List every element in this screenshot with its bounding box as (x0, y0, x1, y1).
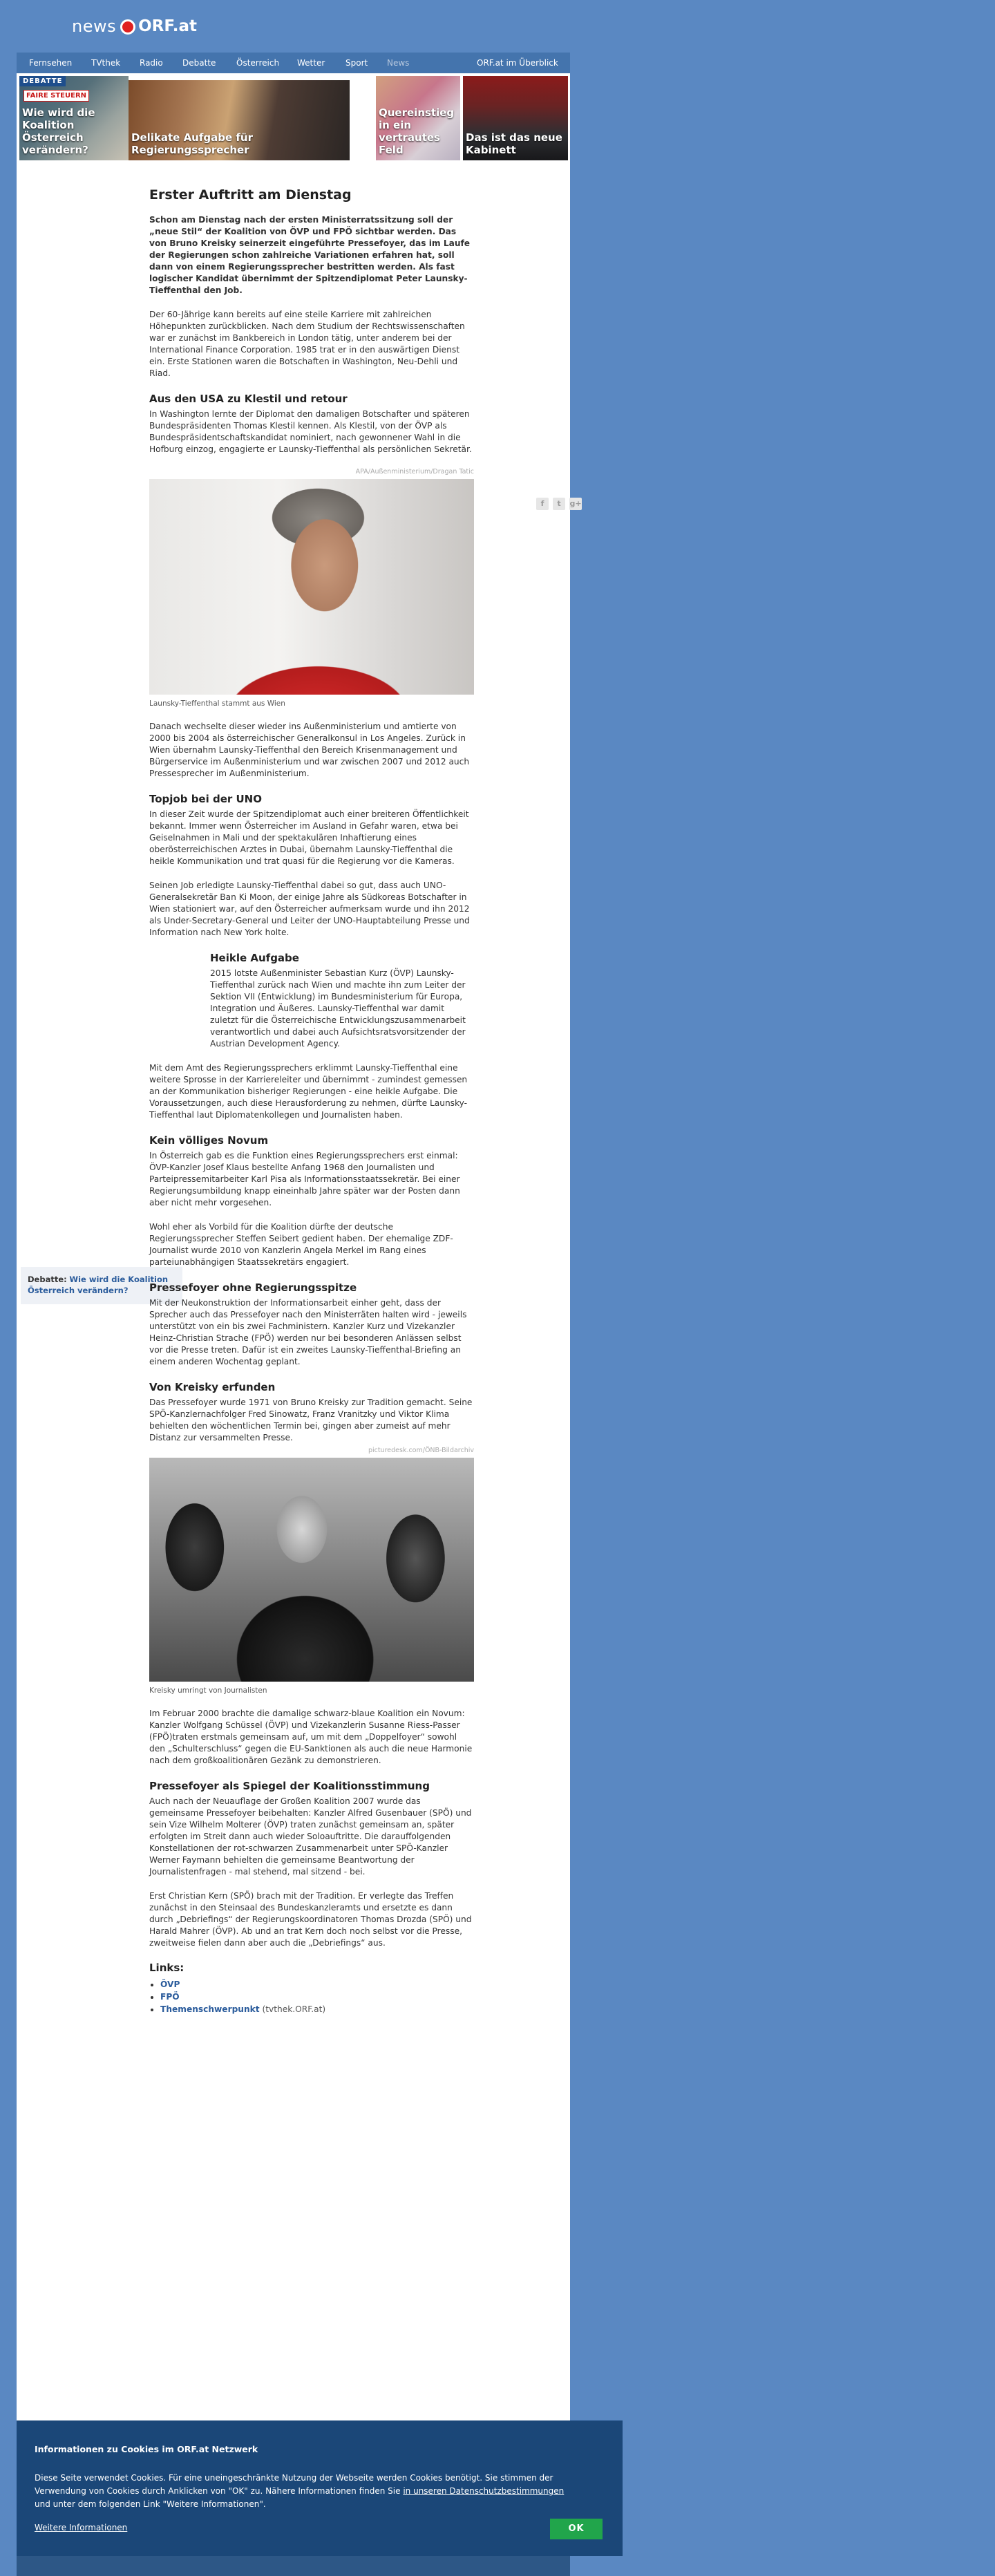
cookie-banner (17, 2420, 623, 2556)
paragraph: In Washington lernte der Diplomat den damaligen Botschafter und späteren Bundespräsidenten Thomas Klestil kennen. Als Klestil, von der ÖVP als Bundespräsidentschaftskandidat nominiert, nach gewonnener Wahl in die Hofburg einzog, engagierte er Launsky-Tieffenthal als persönlichen Sekretär. (149, 409, 472, 454)
paragraph: Seinen Job erledigte Launsky-Tieffenthal dabei so gut, dass auch UNO-Generalsekretär Ban Ki Moon, der einige Jahre als Südkoreas Botschafter in Wien stationiert war, auf den Österreicher aufmerksam wurde und ihn 2012 als Under-Secretary-General und Leiter der UNO-Hauptabteilung Presse und Information nach New York holte. (149, 881, 470, 937)
link-themenschwerpunkt[interactable]: Themenschwerpunkt (160, 2004, 260, 2014)
facebook-share-icon[interactable]: f (536, 498, 549, 510)
cookie-heading: Informationen zu Cookies im ORF.at Netzwerk (35, 2444, 258, 2454)
image-caption: Launsky-Tieffenthal stammt aus Wien (149, 699, 285, 708)
article-lead: Schon am Dienstag nach der ersten Ministerratssitzung soll der „neue Stil“ der Koalition von ÖVP und FPÖ sichtbar werden. Das von Bruno Kreisky seinerzeit eingeführte Pressefoyer, das im Laufe der Regierungen schon zahlreiche Variationen erfahren hat, soll dann von einem Regierungssprecher bestritten werden. Als fast logischer Kandidat übernimmt der Spitzendiplomat Peter Launsky-Tieffenthal den Job. (149, 215, 471, 295)
more-info-link[interactable]: Weitere Informationen (35, 2523, 128, 2532)
image-credit: APA/Außenministerium/Dragan Tatic (355, 468, 474, 476)
privacy-policy-link[interactable]: in unseren Datenschutzbestimmungen (403, 2486, 565, 2496)
article-title: Erster Auftritt am Dienstag (149, 187, 352, 203)
list-item (160, 1978, 474, 1991)
teaser-caption: Das ist das neue Kabinett (466, 131, 562, 156)
teaser-regierungssprecher[interactable] (129, 76, 350, 160)
teaser-caption: Delikate Aufgabe für Regierungssprecher (131, 131, 253, 156)
portrait-photo (149, 479, 474, 695)
paragraph: In Österreich gab es die Funktion eines Regierungssprechers erst einmal: ÖVP-Kanzler Josef Klaus bestellte Anfang 1968 den Journalisten und Parteipressemitarbeiter Karl Pisa als Informationsstaatssekretär. Bei einer Regierungsumbildung knapp eineinhalb Jahre später war der Posten dann aber nicht mehr vorgesehen. (149, 1151, 460, 1207)
paragraph: Mit dem Amt des Regierungssprechers erklimmt Launsky-Tieffenthal eine weitere Sprosse in der Karriereleiter und übernimmt - zumindest gemessen an der Kommunikation bisheriger Regierungen - eine heikle Aufgabe. Die Voraussetzungen, auch diese Herausforderung zu nehmen, dürfte Launsky-Tieffenthal laut Diplomatenkollegen und Journalisten haben. (149, 1063, 468, 1120)
debatte-tag: DEBATTE (19, 76, 66, 86)
sidebox-label: Debatte: (28, 1275, 67, 1284)
figure-portrait (149, 468, 474, 708)
paragraph: 2015 lotste Außenminister Sebastian Kurz (ÖVP) Launsky-Tieffenthal zurück nach Wien und machte ihn zum Leiter der Sektion VII (Entwicklung) im Bundesministerium für Europa, Integration und Äußeres. Launsky-Tieffenthal war damit zuletzt für die Österreichische Entwicklungszusammenarbeit verantwortlich und dabei auch Aufsichtsratsvorsitzender der Austrian Development Agency. (210, 968, 466, 1049)
nav-item-fernsehen[interactable]: Fernsehen (29, 58, 73, 68)
subheading: Pressefoyer als Spiegel der Koalitionsstimmung (149, 1780, 430, 1792)
list-item (160, 1991, 474, 2003)
nav-overview-link[interactable]: ORF.at im Überblick (477, 58, 558, 68)
article (149, 187, 474, 2015)
nav-item-radio[interactable]: Radio (140, 58, 163, 68)
links-heading: Links: (149, 1962, 184, 1974)
main-content (17, 163, 582, 2459)
logo-orf-text: ORF.at (138, 17, 197, 35)
teaser-quereinstieg[interactable] (376, 76, 460, 160)
paragraph: Im Februar 2000 brachte die damalige schwarz-blaue Koalition ein Novum: Kanzler Wolfgang Schüssel (ÖVP) und Vizekanzlerin Susanne Riess-Passer (FPÖ)traten erstmals gemeinsam auf, um mit dem „Doppelfoyer“ sowohl den „Schulterschluss“ gegen die EU-Sanktionen als auch die neue Harmonie nach dem großkoalitionären Gezänk zu demonstrieren. (149, 1709, 473, 1765)
nav-item-tvthek[interactable]: TVthek (91, 58, 121, 68)
news-orf-logo[interactable] (72, 17, 197, 36)
teaser-strip (17, 73, 570, 163)
twitter-share-icon[interactable]: t (553, 498, 565, 510)
paragraph: Erst Christian Kern (SPÖ) brach mit der Tradition. Er verlegte das Treffen zunächst in den Steinsaal des Bundeskanzleramts und ersetzte es dann durch „Debriefings“ der Regierungskoordinatoren Thomas Drozda (SPÖ) und Harald Mahrer (ÖVP). Ab und an trat Kern doch noch selbst vor die Presse, zweitweise fielen dann aber auch die „Debriefings“ aus. (149, 1891, 472, 1948)
paragraph: In dieser Zeit wurde der Spitzendiplomat auch einer breiteren Öffentlichkeit bekannt. Immer wenn Österreicher im Ausland in Gefahr waren, etwa bei Geiselnahmen in Mali und der spektakulären Inhaftierung eines oberösterreichischen Arztes in Dubai, übernahm Launsky-Tieffenthal die heikle Kommunikation und trat quasi für die Regierung vor die Kameras. (149, 809, 469, 866)
subheading: Pressefoyer ohne Regierungsspitze (149, 1281, 357, 1294)
list-item (160, 2003, 474, 2015)
paragraph: Der 60-Jährige kann bereits auf eine steile Karriere mit zahlreichen Höhepunkten zurückblicken. Nach dem Studium der Rechtswissenschaften war er zunächst im Bankbereich in London tätig, unter anderem bei der International Finance Corporation. 1985 trat er in den auswärtigen Dienst ein. Erste Stationen waren die Botschaften in Washington, Neu-Dehli und Riad. (149, 310, 465, 378)
main-navigation (17, 53, 570, 73)
teaser-caption: Quereinstieg in ein vertrautes Feld (379, 106, 455, 156)
nav-item-news[interactable]: News (387, 58, 410, 68)
link-source: (tvthek.ORF.at) (262, 2004, 326, 2014)
subheading: Heikle Aufgabe (210, 952, 299, 964)
links-list (149, 1978, 474, 2015)
paragraph: Das Pressefoyer wurde 1971 von Bruno Kreisky zur Tradition gemacht. Seine SPÖ-Kanzlernachfolger Fred Sinowatz, Franz Vranitzky und Viktor Klima behielten den wöchentlichen Termin bei, gingen aber zumeist auf mehr Distanz zur versammelten Presse. (149, 1398, 473, 1442)
cookie-ok-button[interactable]: OK (550, 2519, 603, 2539)
share-buttons (536, 498, 582, 510)
paragraph: Danach wechselte dieser wieder ins Außenministerium und amtierte von 2000 bis 2004 als österreichischer Generalkonsul in Los Angeles. Zurück in Wien übernahm Launsky-Tieffenthal den Bereich Krisenmanagement und Bürgerservice im Außenministerium und war zwischen 2007 und 2012 auch Pressesprecher im Außenministerium. (149, 722, 470, 778)
nav-item-debatte[interactable]: Debatte (182, 58, 216, 68)
cookie-text-part: und unter dem folgenden Link "Weitere Informationen". (35, 2499, 266, 2509)
link-fpoe[interactable]: FPÖ (160, 1992, 180, 2002)
nav-item-sport[interactable]: Sport (345, 58, 368, 68)
cookie-text (35, 2472, 580, 2511)
subheading: Kein völliges Novum (149, 1134, 269, 1147)
paragraph: Auch nach der Neuauflage der Großen Koalition 2007 wurde das gemeinsame Pressefoyer beibehalten: Kanzler Alfred Gusenbauer (SPÖ) und sein Vize Wilhelm Molterer (ÖVP) traten zunächst gemeinsam an, später erfolgten im Streit dann auch wieder Soloauftritte. Die darauffolgenden Konstellationen der rot-schwarzen Zusammenarbeit unter SPÖ-Kanzler Werner Faymann behielten die gemeinsame Beantwortung der Journalistenfragen - mal stehend, mal sitzend - bei. (149, 1796, 472, 1877)
nav-item-wetter[interactable]: Wetter (297, 58, 325, 68)
subheading: Topjob bei der UNO (149, 793, 262, 805)
cookie-text-part: Diese Seite verwendet Cookies. Für eine uneingeschränkte Nutzung der Webseite werden Cookies benötigt. Sie stimmen der Verwendung von Cookies durch Anklicken von "OK" zu. Nähere Informationen finden Sie (35, 2473, 553, 2496)
link-oevp[interactable]: ÖVP (160, 1980, 180, 1989)
kreisky-photo (149, 1458, 474, 1682)
google-plus-share-icon[interactable]: g+ (569, 498, 582, 510)
subheading: Von Kreisky erfunden (149, 1381, 276, 1393)
subheading: Aus den USA zu Klestil und retour (149, 393, 348, 405)
site-header (0, 0, 995, 53)
figure-kreisky (149, 1447, 474, 1695)
nav-item-oesterreich[interactable]: Österreich (236, 58, 280, 68)
teaser-kabinett[interactable] (463, 76, 568, 160)
paragraph: Mit der Neukonstruktion der Informationsarbeit einher geht, dass der Sprecher auch das Pressefoyer nach den Ministerräten halten wird - jeweils unterstützt von ein bis zwei Fachministern. Kanzler Kurz und Vizekanzler Heinz-Christian Strache (FPÖ) werden nur bei besonderen Anlässen selbst vor die Presse treten. Dafür ist ein zweites Launsky-Tieffenthal-Briefing an einem anderen Wochentag geplant. (149, 1298, 467, 1366)
sidebox-link[interactable]: Wie wird die Koalition Österreich verändern? (28, 1275, 169, 1295)
orf-eye-icon (120, 19, 135, 35)
teaser-caption: Wie wird die Koalition Österreich verändern? (22, 106, 95, 156)
faire-steuern-badge: FAIRE STEUERN (23, 90, 89, 102)
logo-news-text: news (72, 17, 117, 36)
image-caption: Kreisky umringt von Journalisten (149, 1686, 267, 1695)
image-credit: picturedesk.com/ÖNB-Bildarchiv (368, 1447, 474, 1454)
teaser-debatte[interactable] (19, 76, 130, 160)
paragraph: Wohl eher als Vorbild für die Koalition dürfte der deutsche Regierungssprecher Steffen Seibert gedient haben. Der ehemalige ZDF-Journalist wurde 2010 von Kanzlerin Angela Merkel im Rang eines parteiunabhängigen Staatssekretärs engagiert. (149, 1222, 453, 1267)
